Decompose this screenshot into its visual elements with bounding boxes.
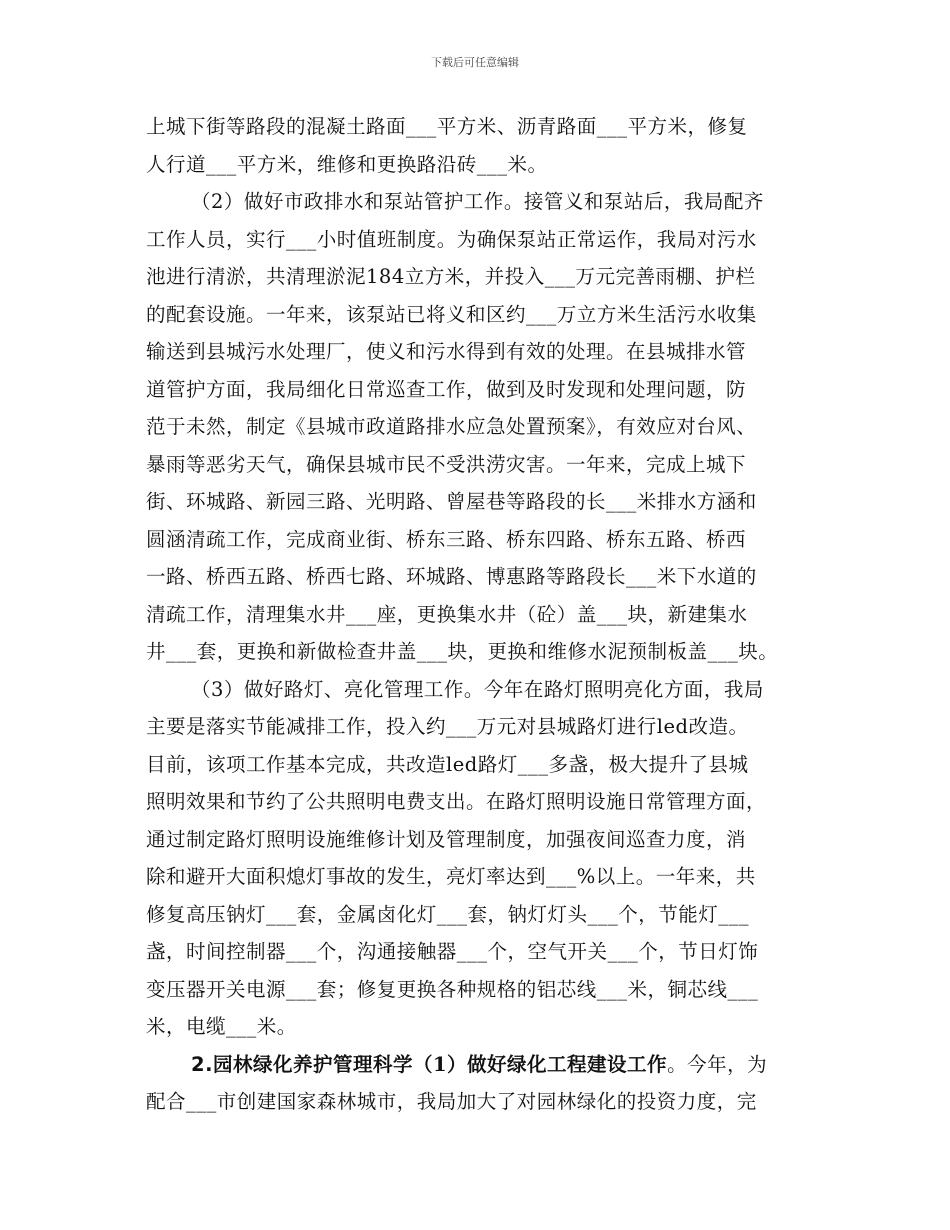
text-line: 井___套，更换和新做检查井盖___块，更换和维修水泥预制板盖___块。 <box>146 640 779 663</box>
text-line: 配合___市创建国家森林城市，我局加大了对园林绿化的投资力度，完 <box>146 1090 757 1113</box>
text-line: 照明效果和节约了公共照明电费支出。在路灯照明设施日常管理方面， <box>146 790 767 813</box>
text-line: 圆涵清疏工作，完成商业街、桥东三路、桥东四路、桥东五路、桥西 <box>146 527 747 551</box>
text-line: 一路、桥西五路、桥西七路、环城路、博惠路等路段长___米下水道的 <box>146 565 757 588</box>
text-line: 除和避开大面积熄灯事故的发生，亮灯率达到___%以上。一年来，共 <box>146 865 756 888</box>
text-line: 上城下街等路段的混凝土路面___平方米、沥青路面___平方米，修复 <box>146 115 748 138</box>
text-line: 米，电缆___米。 <box>146 1015 297 1038</box>
text-line: 工作人员，实行___小时值班制度。为确保泵站正常运作，我局对污水 <box>146 227 757 251</box>
text-line: 修复高压钠灯___套，金属卤化灯___套，钠灯灯头___个，节能灯___ <box>146 902 750 926</box>
text-line: 通过制定路灯照明设施维修计划及管理制度，加强夜间巡查力度，消 <box>146 827 747 851</box>
text-line: 变压器开关电源___套；修复更换各种规格的铝芯线___米，铜芯线___ <box>146 977 759 1001</box>
text-line: 主要是落实节能减排工作，投入约___万元对县城路灯进行led改造。 <box>146 715 749 738</box>
text-line: 池进行清淤，共清理淤泥184立方米，并投入___万元完善雨棚、护栏 <box>146 265 756 288</box>
section-heading-line <box>146 1046 818 1084</box>
text-line: 人行道___平方米，维修和更换路沿砖___米。 <box>146 152 548 176</box>
text-line: 街、环城路、新园三路、光明路、曾屋巷等路段的长___米排水方涵和 <box>146 490 757 513</box>
text-line: 范于未然，制定《县城市政道路排水应急处置预案》，有效应对台风、 <box>146 415 757 438</box>
text-line: 盏，时间控制器___个，沟通接触器___个，空气开关___个，节日灯饰 <box>146 940 759 963</box>
text-line: 的配套设施。一年来，该泵站已将义和区约___万立方米生活污水收集 <box>146 302 757 326</box>
text-fragment: 。今年，为 <box>667 1052 768 1076</box>
text-line: 目前，该项工作基本完成，共改造led路灯___多盏，极大提升了县城 <box>146 752 749 776</box>
paragraph-start: （3）做好路灯、亮化管理工作。今年在路灯照明亮化方面，我局 <box>191 677 764 701</box>
text-line: 道管护方面，我局细化日常巡查工作，做到及时发现和处理问题，防 <box>146 377 747 401</box>
text-line: 输送到县城污水处理厂，使义和污水得到有效的处理。在县城排水管 <box>146 340 747 363</box>
text-line: 暴雨等恶劣天气，确保县城市民不受洪涝灾害。一年来，完成上城下 <box>146 452 747 476</box>
page-header: 下载后可任意编辑 <box>431 56 519 69</box>
document-body <box>146 108 818 1121</box>
paragraph-start: （2）做好市政排水和泵站管护工作。接管义和泵站后，我局配齐 <box>191 190 764 213</box>
text-line: 清疏工作，清理集水井___座，更换集水井（砼）盖___块，新建集水 <box>146 602 748 626</box>
section-heading: 2.园林绿化养护管理科学 <box>191 1052 413 1076</box>
subsection-heading: （1）做好绿化工程建设工作 <box>412 1052 668 1076</box>
